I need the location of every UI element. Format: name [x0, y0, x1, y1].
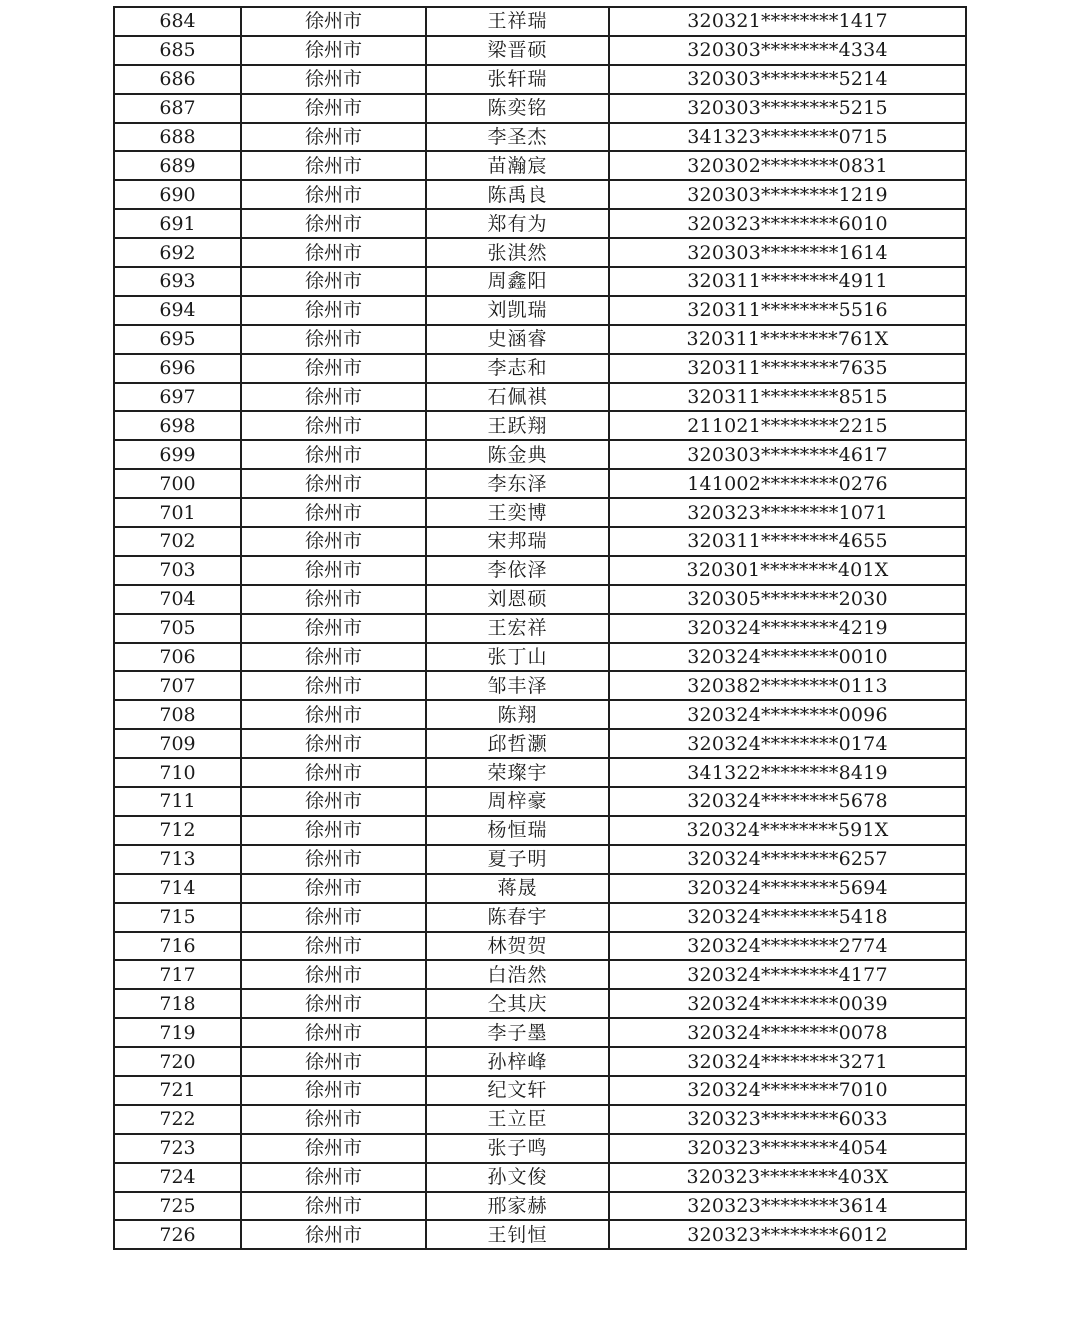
table-row: [114, 7, 966, 36]
name-cell: 白浩然: [426, 960, 609, 989]
name-cell: 陈翔: [426, 700, 609, 729]
id-number-cell: 320303********4334: [609, 36, 966, 65]
id-number-cell: 320324********6257: [609, 845, 966, 874]
name-cell: 张丁山: [426, 643, 609, 672]
city-cell: 徐州市: [241, 7, 426, 36]
row-number-cell: 699: [114, 440, 241, 469]
name-cell: 孙文俊: [426, 1163, 609, 1192]
city-cell: 徐州市: [241, 816, 426, 845]
row-number-cell: 702: [114, 527, 241, 556]
city-cell: 徐州市: [241, 151, 426, 180]
city-cell: 徐州市: [241, 1134, 426, 1163]
id-number-cell: 320311********4911: [609, 267, 966, 296]
city-cell: 徐州市: [241, 209, 426, 238]
id-number-cell: 320324********2774: [609, 932, 966, 961]
id-number-cell: 320324********0078: [609, 1018, 966, 1047]
id-number-cell: 320324********5678: [609, 787, 966, 816]
id-number-cell: 341322********8419: [609, 758, 966, 787]
name-cell: 周鑫阳: [426, 267, 609, 296]
id-number-cell: 141002********0276: [609, 469, 966, 498]
id-number-cell: 320311********4655: [609, 527, 966, 556]
id-number-cell: 320324********0039: [609, 989, 966, 1018]
table-row: [114, 932, 966, 961]
row-number-cell: 687: [114, 94, 241, 123]
row-number-cell: 707: [114, 671, 241, 700]
city-cell: 徐州市: [241, 440, 426, 469]
table-row: [114, 1134, 966, 1163]
name-cell: 陈奕铭: [426, 94, 609, 123]
table-row: [114, 816, 966, 845]
table-row: [114, 758, 966, 787]
city-cell: 徐州市: [241, 643, 426, 672]
id-number-cell: 320323********403X: [609, 1163, 966, 1192]
table-row: [114, 469, 966, 498]
name-cell: 王钊恒: [426, 1220, 609, 1249]
city-cell: 徐州市: [241, 874, 426, 903]
id-number-cell: 320323********6012: [609, 1220, 966, 1249]
id-number-cell: 320323********3614: [609, 1192, 966, 1221]
city-cell: 徐州市: [241, 527, 426, 556]
row-number-cell: 712: [114, 816, 241, 845]
row-number-cell: 688: [114, 123, 241, 152]
row-number-cell: 716: [114, 932, 241, 961]
table-row: [114, 556, 966, 585]
row-number-cell: 690: [114, 180, 241, 209]
id-number-cell: 320382********0113: [609, 671, 966, 700]
city-cell: 徐州市: [241, 354, 426, 383]
name-cell: 王宏祥: [426, 614, 609, 643]
city-cell: 徐州市: [241, 411, 426, 440]
name-cell: 李依泽: [426, 556, 609, 585]
city-cell: 徐州市: [241, 383, 426, 412]
city-cell: 徐州市: [241, 787, 426, 816]
table-row: [114, 845, 966, 874]
table-row: [114, 1018, 966, 1047]
id-number-cell: 320324********591X: [609, 816, 966, 845]
row-number-cell: 694: [114, 296, 241, 325]
row-number-cell: 720: [114, 1047, 241, 1076]
row-number-cell: 714: [114, 874, 241, 903]
name-cell: 李子墨: [426, 1018, 609, 1047]
id-number-cell: 320324********0174: [609, 729, 966, 758]
city-cell: 徐州市: [241, 1018, 426, 1047]
city-cell: 徐州市: [241, 94, 426, 123]
city-cell: 徐州市: [241, 296, 426, 325]
id-number-cell: 320324********5694: [609, 874, 966, 903]
table-row: [114, 209, 966, 238]
row-number-cell: 713: [114, 845, 241, 874]
row-number-cell: 698: [114, 411, 241, 440]
table-row: [114, 383, 966, 412]
row-number-cell: 701: [114, 498, 241, 527]
id-number-cell: 320324********0010: [609, 643, 966, 672]
row-number-cell: 689: [114, 151, 241, 180]
id-number-cell: 320311********8515: [609, 383, 966, 412]
table-row: [114, 903, 966, 932]
name-cell: 纪文轩: [426, 1076, 609, 1105]
city-cell: 徐州市: [241, 989, 426, 1018]
city-cell: 徐州市: [241, 1105, 426, 1134]
name-cell: 陈金典: [426, 440, 609, 469]
table-row: [114, 1105, 966, 1134]
name-cell: 杨恒瑞: [426, 816, 609, 845]
city-cell: 徐州市: [241, 1220, 426, 1249]
table-row: [114, 1220, 966, 1249]
id-number-cell: 211021********2215: [609, 411, 966, 440]
id-number-cell: 320303********4617: [609, 440, 966, 469]
table-row: [114, 151, 966, 180]
row-number-cell: 695: [114, 325, 241, 354]
row-number-cell: 715: [114, 903, 241, 932]
id-number-cell: 320323********6010: [609, 209, 966, 238]
row-number-cell: 691: [114, 209, 241, 238]
table-row: [114, 1076, 966, 1105]
row-number-cell: 703: [114, 556, 241, 585]
table-row: [114, 65, 966, 94]
city-cell: 徐州市: [241, 758, 426, 787]
id-number-cell: 320324********5418: [609, 903, 966, 932]
table-row: [114, 267, 966, 296]
id-number-cell: 320303********5214: [609, 65, 966, 94]
city-cell: 徐州市: [241, 585, 426, 614]
row-number-cell: 708: [114, 700, 241, 729]
name-cell: 孙梓峰: [426, 1047, 609, 1076]
city-cell: 徐州市: [241, 36, 426, 65]
row-number-cell: 721: [114, 1076, 241, 1105]
table-row: [114, 123, 966, 152]
name-cell: 邱哲灏: [426, 729, 609, 758]
name-cell: 李志和: [426, 354, 609, 383]
name-cell: 郑有为: [426, 209, 609, 238]
table-row: [114, 671, 966, 700]
row-number-cell: 726: [114, 1220, 241, 1249]
id-number-cell: 320323********4054: [609, 1134, 966, 1163]
table-row: [114, 585, 966, 614]
name-cell: 陈禹良: [426, 180, 609, 209]
city-cell: 徐州市: [241, 932, 426, 961]
name-cell: 夏子明: [426, 845, 609, 874]
row-number-cell: 710: [114, 758, 241, 787]
id-number-cell: 320323********1071: [609, 498, 966, 527]
city-cell: 徐州市: [241, 729, 426, 758]
name-cell: 苗瀚宸: [426, 151, 609, 180]
city-cell: 徐州市: [241, 556, 426, 585]
table-row: [114, 94, 966, 123]
name-cell: 王立臣: [426, 1105, 609, 1134]
row-number-cell: 684: [114, 7, 241, 36]
roster-table: [113, 6, 967, 1250]
table-row: [114, 36, 966, 65]
city-cell: 徐州市: [241, 960, 426, 989]
table-row: [114, 787, 966, 816]
table-row: [114, 411, 966, 440]
id-number-cell: 320311********7635: [609, 354, 966, 383]
city-cell: 徐州市: [241, 903, 426, 932]
id-number-cell: 320302********0831: [609, 151, 966, 180]
name-cell: 周梓豪: [426, 787, 609, 816]
row-number-cell: 724: [114, 1163, 241, 1192]
table-row: [114, 498, 966, 527]
name-cell: 荣璨宇: [426, 758, 609, 787]
name-cell: 王奕博: [426, 498, 609, 527]
city-cell: 徐州市: [241, 180, 426, 209]
name-cell: 王跃翔: [426, 411, 609, 440]
id-number-cell: 320321********1417: [609, 7, 966, 36]
id-number-cell: 341323********0715: [609, 123, 966, 152]
table-row: [114, 989, 966, 1018]
table-row: [114, 180, 966, 209]
table-row: [114, 614, 966, 643]
name-cell: 石佩祺: [426, 383, 609, 412]
city-cell: 徐州市: [241, 469, 426, 498]
city-cell: 徐州市: [241, 671, 426, 700]
city-cell: 徐州市: [241, 498, 426, 527]
roster-table-body: [114, 7, 966, 1249]
id-number-cell: 320324********3271: [609, 1047, 966, 1076]
name-cell: 陈春宇: [426, 903, 609, 932]
name-cell: 张轩瑞: [426, 65, 609, 94]
id-number-cell: 320324********0096: [609, 700, 966, 729]
table-row: [114, 296, 966, 325]
city-cell: 徐州市: [241, 1076, 426, 1105]
row-number-cell: 692: [114, 238, 241, 267]
name-cell: 王祥瑞: [426, 7, 609, 36]
id-number-cell: 320301********401X: [609, 556, 966, 585]
id-number-cell: 320311********761X: [609, 325, 966, 354]
row-number-cell: 685: [114, 36, 241, 65]
table-row: [114, 1163, 966, 1192]
table-row: [114, 700, 966, 729]
row-number-cell: 711: [114, 787, 241, 816]
id-number-cell: 320305********2030: [609, 585, 966, 614]
city-cell: 徐州市: [241, 267, 426, 296]
city-cell: 徐州市: [241, 65, 426, 94]
city-cell: 徐州市: [241, 700, 426, 729]
name-cell: 梁晋硕: [426, 36, 609, 65]
id-number-cell: 320303********5215: [609, 94, 966, 123]
table-row: [114, 238, 966, 267]
city-cell: 徐州市: [241, 238, 426, 267]
table-row: [114, 325, 966, 354]
name-cell: 林贺贺: [426, 932, 609, 961]
id-number-cell: 320324********4219: [609, 614, 966, 643]
row-number-cell: 718: [114, 989, 241, 1018]
row-number-cell: 725: [114, 1192, 241, 1221]
row-number-cell: 700: [114, 469, 241, 498]
name-cell: 张淇然: [426, 238, 609, 267]
name-cell: 张子鸣: [426, 1134, 609, 1163]
name-cell: 刘凯瑞: [426, 296, 609, 325]
name-cell: 蒋晟: [426, 874, 609, 903]
table-row: [114, 354, 966, 383]
row-number-cell: 686: [114, 65, 241, 94]
name-cell: 仝其庆: [426, 989, 609, 1018]
row-number-cell: 723: [114, 1134, 241, 1163]
table-row: [114, 643, 966, 672]
row-number-cell: 709: [114, 729, 241, 758]
table-row: [114, 440, 966, 469]
name-cell: 宋邦瑞: [426, 527, 609, 556]
id-number-cell: 320311********5516: [609, 296, 966, 325]
row-number-cell: 717: [114, 960, 241, 989]
row-number-cell: 704: [114, 585, 241, 614]
name-cell: 邢家赫: [426, 1192, 609, 1221]
table-row: [114, 1192, 966, 1221]
row-number-cell: 693: [114, 267, 241, 296]
id-number-cell: 320303********1614: [609, 238, 966, 267]
id-number-cell: 320323********6033: [609, 1105, 966, 1134]
row-number-cell: 705: [114, 614, 241, 643]
row-number-cell: 697: [114, 383, 241, 412]
row-number-cell: 719: [114, 1018, 241, 1047]
row-number-cell: 706: [114, 643, 241, 672]
id-number-cell: 320324********4177: [609, 960, 966, 989]
name-cell: 邹丰泽: [426, 671, 609, 700]
city-cell: 徐州市: [241, 1192, 426, 1221]
name-cell: 李圣杰: [426, 123, 609, 152]
city-cell: 徐州市: [241, 614, 426, 643]
table-row: [114, 960, 966, 989]
table-row: [114, 729, 966, 758]
table-row: [114, 874, 966, 903]
row-number-cell: 696: [114, 354, 241, 383]
id-number-cell: 320324********7010: [609, 1076, 966, 1105]
id-number-cell: 320303********1219: [609, 180, 966, 209]
name-cell: 史涵睿: [426, 325, 609, 354]
table-row: [114, 1047, 966, 1076]
name-cell: 李东泽: [426, 469, 609, 498]
city-cell: 徐州市: [241, 1047, 426, 1076]
name-cell: 刘恩硕: [426, 585, 609, 614]
table-row: [114, 527, 966, 556]
city-cell: 徐州市: [241, 845, 426, 874]
city-cell: 徐州市: [241, 325, 426, 354]
city-cell: 徐州市: [241, 1163, 426, 1192]
city-cell: 徐州市: [241, 123, 426, 152]
row-number-cell: 722: [114, 1105, 241, 1134]
